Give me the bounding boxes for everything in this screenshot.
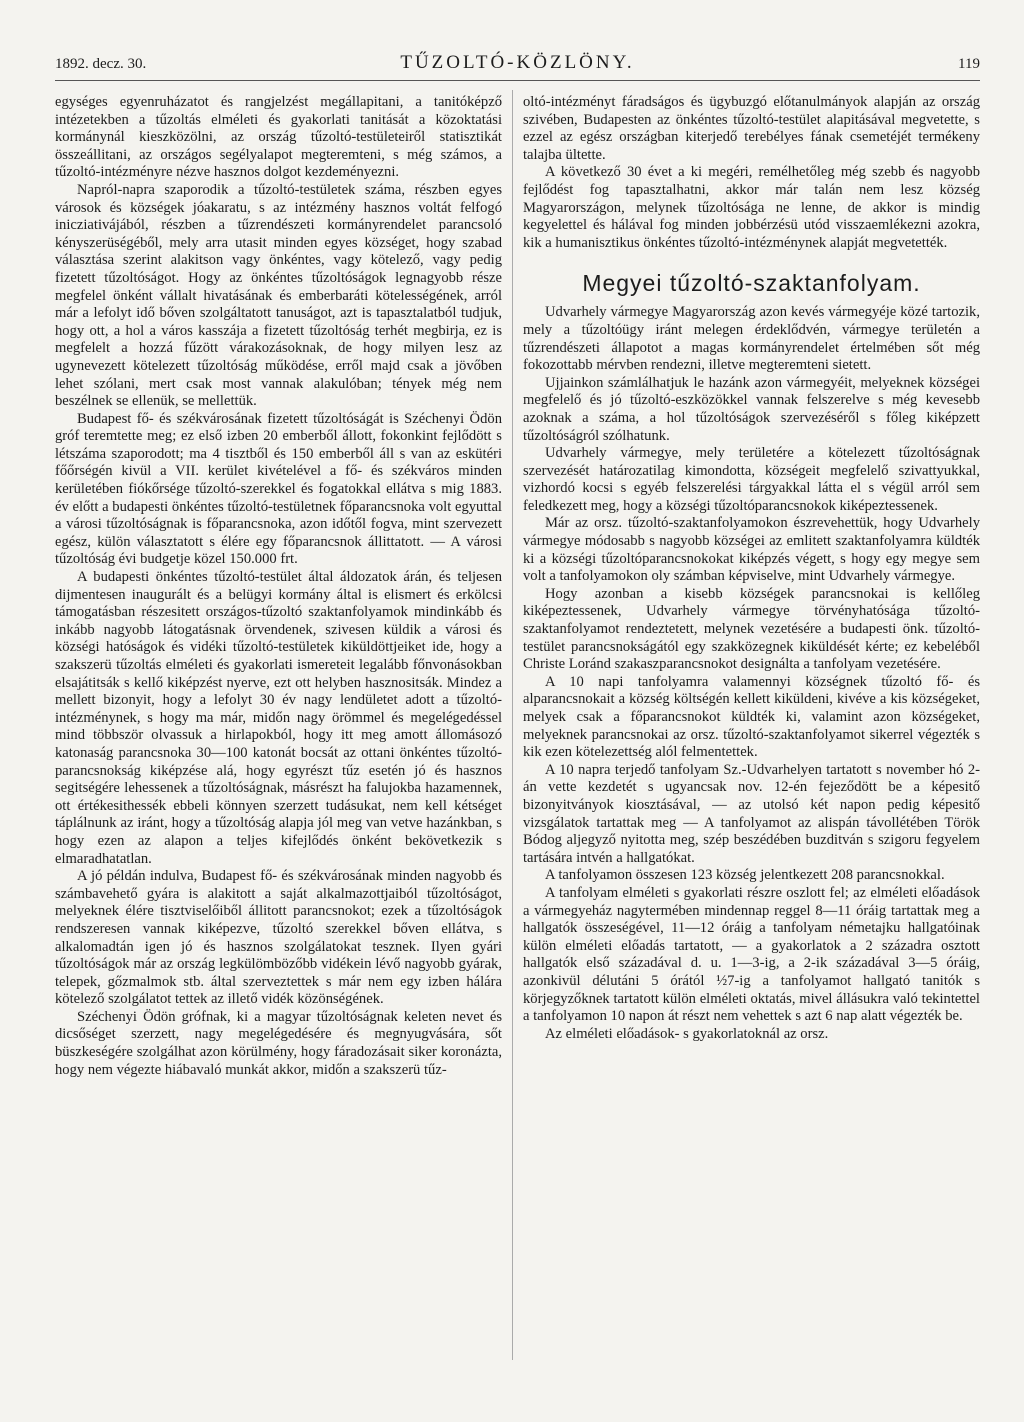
paragraph: Ujjainkon számlálhatjuk le hazánk azon vármegyéit, melyeknek községei megfelelő és jó tűzoltó-eszközökkel vannak felszerelve s még kevesebb azoknak a száma, a hol tűzoltóságok szervezéséről s főleg kiképzett tűzoltóságról szólhatunk. — [523, 374, 980, 444]
newspaper-title: TŰZOLTÓ-KÖZLÖNY. — [400, 52, 635, 73]
paragraph: Már az orsz. tűzoltó-szaktanfolyamokon észrevehettük, hogy Udvarhely vármegye módosabb s nagyobb községei az emlitett szaktanfolyamra küldték ki a községi tűzoltóparancsnokokat kiképzés végett, s hogy egy megye sem volt a tanfolyamokon oly számban képviselve, mint Udvarhely vármegye. — [523, 515, 980, 585]
paragraph: Az elméleti előadások- s gyakorlatoknál az orsz. — [545, 1025, 829, 1042]
paragraph: Széchenyi Ödön grófnak, ki a magyar tűzoltóságnak keleten nevet és dicsőséget szerzett, nagy megelégedésére és megnyugvására, sőt büszkeségére szolgálhat azon körülmény, hogy fáradozásait siker koronázta, hogy nem végezte hiábavaló munkát akkor, midőn a szakszerü tűz- — [55, 1008, 502, 1078]
paragraph: A 10 napra terjedő tanfolyam Sz.-Udvarhelyen tartatott s november hó 2-án vette kezdetét s ugyancsak nov. 12-én fejeződött be a képesitő bizonyitványok kiosztásával, — az utolsó két napon pedig képesitő vizsgálatok tartattak meg — A tanfolyamot az alispán távollétében Török Bódog aljegyző nyitotta meg, szép beszédében buzditván s szigoru fegyelem tartására intvén a hallgatókat. — [523, 761, 980, 866]
left-column — [55, 94, 502, 1079]
paragraph: Hogy azonban a kisebb községek parancsnokai is kellőleg kiképeztessenek, Udvarhely vármegye törvényhatósága tűzoltó-szaktanfolyamot rendeztetett, melynek vezetésére a budapesti önk. tűzoltó-testület parancsnokságától egy szakközegnek kiküldését kérte; ez kebeléből Christe Loránd szakaszparancsnokot designálta a tanfolyam vezetésére. — [523, 585, 980, 673]
paragraph: egységes egyenruházatot és rangjelzést megállapitani, a tanitóképző intézetekben a tűzoltás elméleti és gyakorlati tanitását a közoktatási kormánynál kieszközölni, az ország tűzoltó-testületeiről statisztikát összeállitani, az országos segélyalapot megteremteni, s még számos, a tűzoltó-intézményre nézve hasznos dolgot kezdeményezni. — [55, 94, 502, 181]
column-divider — [512, 90, 513, 1360]
right-column — [523, 94, 980, 1043]
issue-date: 1892. decz. 30. — [55, 56, 147, 72]
page-header — [55, 52, 980, 78]
paragraph: Budapest fő- és székvárosának fizetett tűzoltóságát is Széchenyi Ödön gróf teremtette meg; ez első izben 20 emberből állott, fokonkint fejlődött s létszáma szaporodott; ma 4 tisztből és 150 emberből áll s van az eskütéri főőrségén kivül a VII. kerület kivételével a fő- és székváros minden kerületében fiókőrsége tűzoltó-szerekkel és fogatokkal ellátva s mig 1883. év előtt a budapesti önkéntes tűzoltó-testületnek főparancsnoka volt egyuttal a városi tűzoltóságnak is főparancsnoka, azon időtől fogva, mint szervezett egész, külön választatott s élére egy főparancsnok állittatott. — A városi tűzoltóság évi budgetje közel 150.000 frt. — [55, 410, 502, 568]
paragraph: oltó-intézményt fáradságos és ügybuzgó előtanulmányok alapján az ország szivében, Budapesten az önkéntes tűzoltó-testület alapitásával megvetette, s ezzel az egész országban kiterjedő terebélyes fának csemetéjét termékeny talajba ültette. — [523, 94, 980, 163]
paragraph: Napról-napra szaporodik a tűzoltó-testületek száma, részben egyes városok és községek jóakaratu, s az intézmény hasznos voltát felfogó inicziativájából, részben a tűzrendészeti kormányrendelet parancsoló kényszerüségéből, mely arra utasit minden egyes községet, hogy szabad választása szerint alakitson vagy önkéntes, vagy kötelező, vagy pedig fizetett tűzoltóságot. Hogy az önkéntes tűzoltóságok legnagyobb része megfelel önként vállalt hivatásának és emberbaráti kötelességének, arról már a lefolyt idő bőven szolgáltatott tanuságot, azt is tapasztalatból tudjuk, hogy ott, a hol a város kasszája a fizetett tűzoltóság terhét megbirja, ez is megfelelt a hozzá fűzött várakozásoknak, de hogy milyen lesz az ugynevezett kötelezett tűzoltóság működése, erről majd csak a jövőben lehet szólani, mert csak most vannak alakulóban; tények még nem beszélnek se ellenük, se mellettük. — [55, 181, 502, 410]
paragraph: A budapesti önkéntes tűzoltó-testület által áldozatok árán, és teljesen dijmentesen inaugurált és a belügyi kormány által is elismert és erkölcsi támogatásban részesitett országos-tűzoltó szaktanfolyamok mindinkább és inkább nagyobb látogatásnak örvendenek, szivesen küldik a városi és községi hatóságok és vidéki tűzoltó-testületek kiküldöttjeiket ide, hogy a szakszerü tűzoltás elméleti és gyakorlati ismereteit legalább főnvonásokban elsajátitsák s kellő kiképzést nyerve, ezt ott helyben hasznositsák. Mindez a mellett bizonyit, hogy a lefolyt 30 év nagy lendületet adott a tűzoltó-intézménynek, s hogy ma már, midőn nagy örömmel és megelégedéssel mind többször olvassuk a hirlapokból, hogy itt meg amott állomásozó katonaság parancsnoka 30—100 katonát bocsát az ottani önkéntes tűzoltó-parancsnokság kiképzése alá, hogy egyrészt tűz esetén jó és hasznos segitségére lehessenek a tűzoltóságnak, másrészt ha falujokba hazamennek, ott értékesithessék ebbeli könnyen szerzett tudásukat, nem kell kétséget táplálnunk az iránt, hogy a tűzoltóság alapja jól meg van vetve hazánkban, s hogy ezen az alapon a teljes kifejlődés önként bekövetkezik s elmaradhatatlan. — [55, 569, 502, 867]
paragraph: A következő 30 évet a ki megéri, remélhetőleg még szebb és nagyobb fejlődést fog tapasztalhatni, akkor már talán nem lesz község Magyarországon, melynek tűzoltósága ne lenne, de akkor is mindig kegyelettel és hálával fog minden jobbérzésü utód visszaemlékezni azokra, kik a humanisztikus önkéntes tűzoltó-intézménynek alapját megvetették. — [523, 164, 980, 251]
paragraph: Udvarhely vármegye Magyarország azon kevés vármegyéje közé tartozik, mely a tűzoltóügy iránt melegen érdeklődvén, vármegye területén a tűzrendészeti állapotot a magas kormányrendelet értelmében sőt még fokozottabb mérvben rendezni, illetve megteremteni sietett. — [523, 304, 980, 374]
page-number: 119 — [958, 56, 980, 72]
paragraph: Udvarhely vármegye, mely területére a kötelezett tűzoltóságnak szervezését határozatilag kimondotta, községeit megfelelő szivattyukkal, vizhordó kocsi s egyéb felszerelési tárgyakkal látta el s végül arról sem feledkezett meg, hogy a községi tűzoltóparancsnokok kiképeztessenek. — [523, 445, 980, 514]
paragraph: A tanfolyam elméleti s gyakorlati részre oszlott fel; az elméleti előadások a vármegyeház nagytermében mindennap reggel 8—11 óráig tartattak meg a hallgatók összeségével, 11—12 óráig a tanfolyam németajku hallgatóinak külön elméleti előadás tartatott, — a gyakorlatok a 2 századra osztott hallgatók első századával d. u. 1—3-ig, a 2-ik századával 3—5 óráig, azonkivül délutáni 5 órától ½7-ig a tanfolyamot hallgató tanitók s körjegyzőknek tartatott külön elméleti oktatás, mivel állásukra való tekintettel a tanfolyamon 10 napon át részt nem vehettek s azt 6 nap alatt végezték be. — [523, 884, 980, 1025]
paragraph: A jó példán indulva, Budapest fő- és székvárosának minden nagyobb és számbavehető gyára is alakitott a saját alkalmazottjaiból tűzoltóságot, melyeknek élére tisztviselőiből állitott parancsnokot; ezek a tűzoltóságok rendszeresen vannak kiképezve, tűzoltó szerekkel bőven ellátva, s alkalomadtán igen jó és hasznos szolgálatokat tesznek. Ilyen gyári tűzoltóságok már az ország legkülömbözőbb vidékein lévő nagyobb gyárak, telepek, gőzmalmok stb. által szerveztettek s már nem egy izben hálára kötelező szolgálatot tettek az illető vidék közönségének. — [55, 868, 502, 1008]
header-rule — [55, 80, 980, 81]
paragraph: A tanfolyamon összesen 123 község jelentkezett 208 parancsnokkal. — [545, 867, 945, 884]
paragraph: A 10 napi tanfolyamra valamennyi községnek tűzoltó fő- és alparancsnokait a község költségén kellett kiküldeni, kivéve a kis községeket, melyek csak a főparancsnokot küldték ki, valamint azon községeket, melyeknek parancsnokai az orsz. tűzoltó-szaktanfolyamot sikerrel végezték s kik ezen kötelezettség alól felmentettek. — [523, 673, 980, 761]
section-heading: Megyei tűzoltó-szaktanfolyam. — [582, 270, 921, 297]
